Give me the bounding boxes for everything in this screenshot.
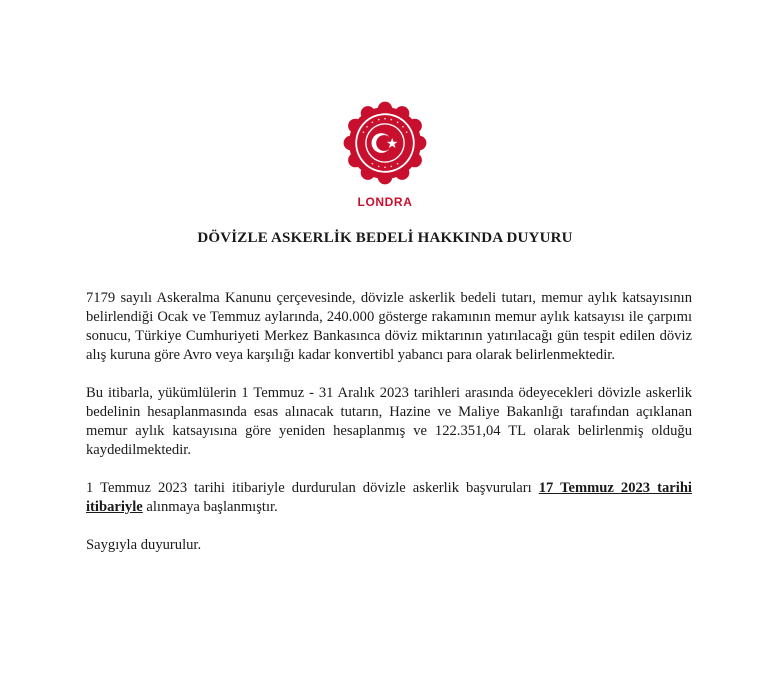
- page-title: DÖVİZLE ASKERLİK BEDELİ HAKKINDA DUYURU: [197, 230, 573, 246]
- paragraph-2: Bu itibarla, yükümlülerin 1 Temmuz - 31 Aralık 2023 tarihleri arasında ödeyecekleri dövizle askerlik bedelinin hesaplanmasında esas alınacak tutarın, Hazine ve Maliye Bakanlığı tarafından açıklanan memur aylık katsayısına göre yeniden hesaplanmış ve 122.351,04 TL olarak belirlenmiş olduğu kaydedilmektedir.: [86, 385, 692, 458]
- announcement-body: [86, 289, 692, 574]
- paragraph-3-text-before: 1 Temmuz 2023 tarihi itibariyle durdurulan dövizle askerlik başvuruları: [86, 480, 539, 496]
- seal-icon: [340, 98, 430, 188]
- paragraph-3-highlight: 17 Temmuz 2023 tarihi itibariyle: [86, 480, 692, 515]
- paragraph-1: 7179 sayılı Askeralma Kanunu çerçevesinde, dövizle askerlik bedeli tutarı, memur aylık katsayısının belirlendiği Ocak ve Temmuz aylarında, 240.000 gösterge rakamının memur aylık katsayısı ile çarpımı sonucu, Türkiye Cumhuriyeti Merkez Bankasınca döviz miktarının yatırılacağı gün tespit edilen döviz alış kuruna göre Avro veya karşılığı kadar konvertibl yabancı para olarak belirlenmektedir.: [86, 290, 692, 363]
- city-label: LONDRA: [357, 195, 413, 209]
- paragraph-3: [86, 479, 692, 517]
- closing-line: Saygıyla duyurulur.: [86, 537, 202, 553]
- paragraph-3-text-after: alınmaya başlanmıştır.: [142, 499, 278, 515]
- letterhead: [0, 98, 770, 209]
